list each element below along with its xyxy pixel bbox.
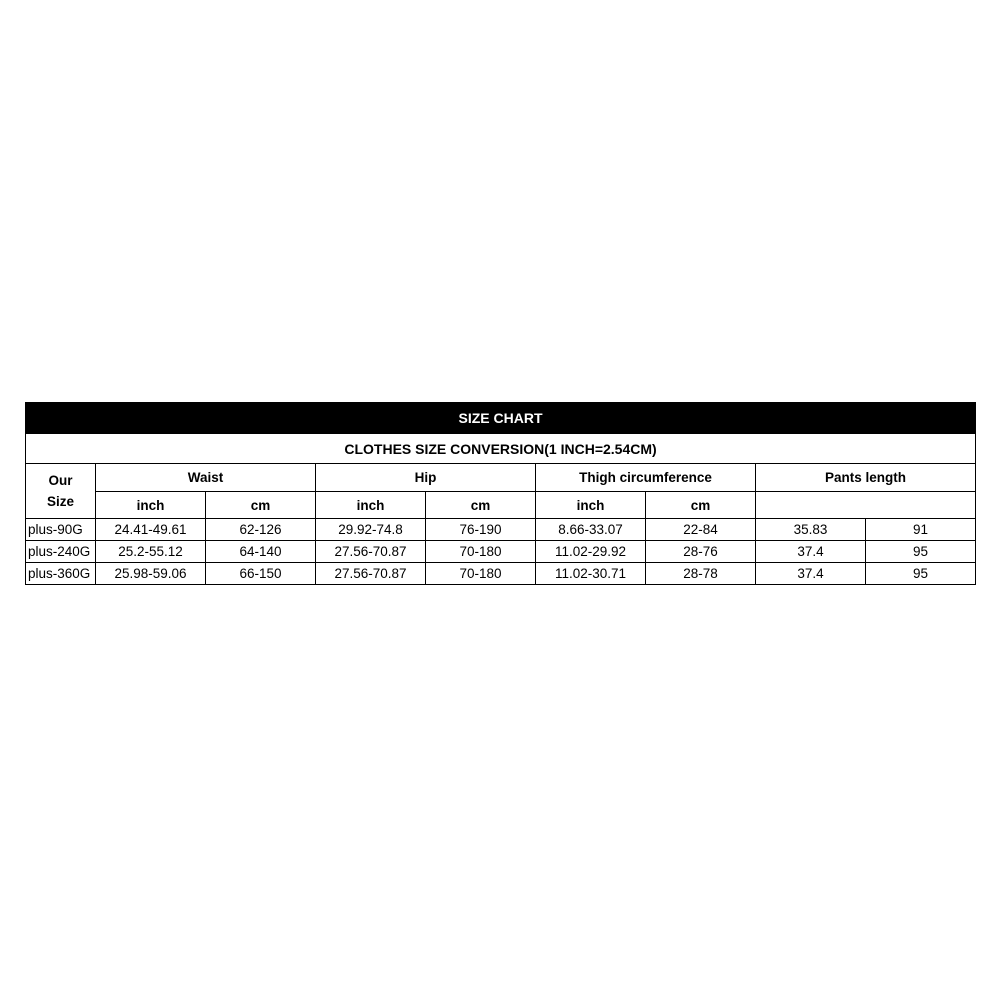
table-cell: 11.02-29.92 [536,541,646,563]
size-cell: plus-90G [26,519,96,541]
table-cell: 70-180 [426,541,536,563]
table-cell: 37.4 [756,563,866,585]
size-chart-table [25,402,976,585]
pants-length-unit-header-empty [756,492,976,519]
table-cell: 25.98-59.06 [96,563,206,585]
unit-header: cm [426,492,536,519]
table-cell: 64-140 [206,541,316,563]
table-cell: 27.56-70.87 [316,563,426,585]
table-cell: 22-84 [646,519,756,541]
unit-header: inch [536,492,646,519]
group-header-waist: Waist [96,464,316,492]
table-cell: 8.66-33.07 [536,519,646,541]
table-cell: 24.41-49.61 [96,519,206,541]
size-cell: plus-360G [26,563,96,585]
group-header-hip: Hip [316,464,536,492]
conversion-subtitle: CLOTHES SIZE CONVERSION(1 INCH=2.54CM) [26,434,976,464]
table-cell: 28-76 [646,541,756,563]
unit-header: cm [206,492,316,519]
unit-header: cm [646,492,756,519]
table-cell: 95 [866,541,976,563]
table-cell: 62-126 [206,519,316,541]
group-header-thigh: Thigh circumference [536,464,756,492]
table-cell: 25.2-55.12 [96,541,206,563]
table-cell: 35.83 [756,519,866,541]
table-cell: 66-150 [206,563,316,585]
table-row [26,541,976,563]
our-size-header [26,464,96,519]
chart-title: SIZE CHART [26,403,976,434]
table-cell: 91 [866,519,976,541]
table-cell: 27.56-70.87 [316,541,426,563]
our-size-header-line2: Size [46,494,74,509]
group-header-pants-length: Pants length [756,464,976,492]
our-size-header-line1: Our [48,473,73,488]
table-cell: 95 [866,563,976,585]
table-cell: 37.4 [756,541,866,563]
table-cell: 28-78 [646,563,756,585]
table-row [26,563,976,585]
table-cell: 29.92-74.8 [316,519,426,541]
table-cell: 11.02-30.71 [536,563,646,585]
table-cell: 76-190 [426,519,536,541]
table-cell: 70-180 [426,563,536,585]
unit-header: inch [96,492,206,519]
table-row [26,519,976,541]
unit-header: inch [316,492,426,519]
size-cell: plus-240G [26,541,96,563]
